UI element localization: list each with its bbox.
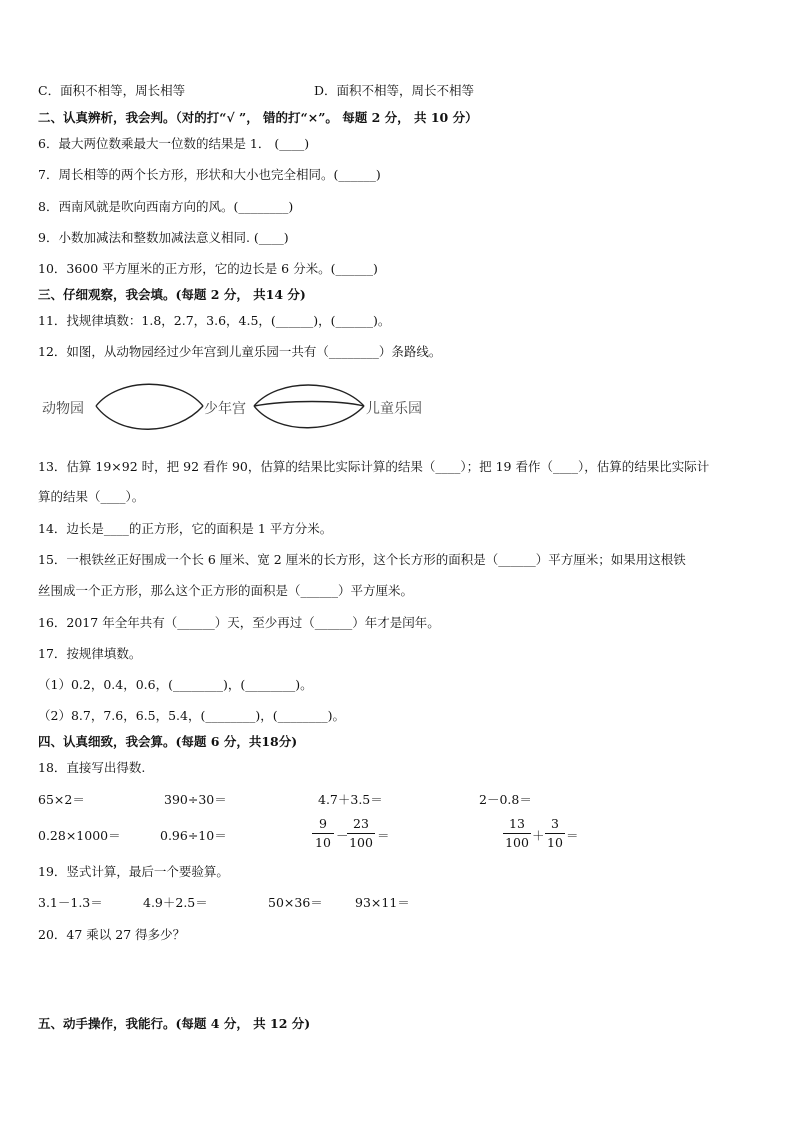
- calc-4.7plus3.5: 4.7＋3.5＝: [318, 792, 383, 807]
- question-13-line-1: 13．估算 19×92 时，把 92 看作 90，估算的结果比实际计算的结果（____）；把 19 看作（____），估算的结果比实际计: [38, 459, 710, 474]
- fraction-denominator: 10: [315, 835, 331, 850]
- question-15-line-1: 15．一根铁丝正好围成一个长 6 厘米、宽 2 厘米的长方形，这个长方形的面积是（______）平方厘米；如果用这根铁: [38, 552, 686, 567]
- label-palace: 少年宫: [204, 401, 246, 417]
- label-zoo: 动物园: [42, 401, 84, 417]
- question-17: 17．按规律填数。: [38, 646, 142, 661]
- calc-3.1minus1.3: 3.1－1.3＝: [38, 895, 103, 910]
- fraction-13-100: [503, 816, 531, 851]
- calc-4.9plus2.5: 4.9＋2.5＝: [143, 895, 208, 910]
- calc-0.96div10: 0.96÷10＝: [160, 828, 227, 843]
- route-diagram: [38, 372, 458, 436]
- question-11: 11．找规律填数：1.8，2.7，3.6，4.5，(______)，(______)。: [38, 313, 391, 328]
- fraction-denominator: 100: [349, 835, 373, 850]
- route-zoo-palace-lower: [96, 406, 203, 429]
- label-park: 儿童乐园: [366, 401, 422, 417]
- calc-390div30: 390÷30＝: [164, 792, 227, 807]
- question-9: 9．小数加减法和整数加减法意义相同. (____): [38, 230, 289, 245]
- question-8: 8．西南风就是吹向西南方向的风。(________): [38, 199, 294, 214]
- fraction-numerator: 9: [312, 816, 334, 834]
- question-7: 7．周长相等的两个长方形，形状和大小也完全相同。(______): [38, 167, 381, 182]
- fraction-numerator: 3: [545, 816, 565, 834]
- fraction-23-100: [347, 816, 375, 851]
- question-15-line-2: 丝围成一个正方形，那么这个正方形的面积是（______）平方厘米。: [38, 583, 414, 598]
- option-d: D．面积不相等，周长不相等: [314, 83, 475, 98]
- fraction-3-10: [545, 816, 565, 851]
- fraction-9-10: [312, 816, 334, 851]
- equals-sign: ＝: [377, 828, 390, 843]
- calc-50x36: 50×36＝: [268, 895, 323, 910]
- route-palace-park-middle: [254, 402, 364, 407]
- question-17-part-1: （1）0.2，0.4，0.6，(________)，(________)。: [38, 677, 313, 692]
- route-zoo-palace-upper: [96, 384, 203, 406]
- fraction-denominator: 10: [547, 835, 563, 850]
- section-5-heading: 五、动手操作，我能行。(每题 4 分， 共 12 分): [38, 1016, 311, 1031]
- calc-65x2: 65×2＝: [38, 792, 85, 807]
- question-17-part-2: （2）8.7，7.6，6.5，5.4，(________)，(________)。: [38, 708, 345, 723]
- question-18: 18．直接写出得数.: [38, 760, 146, 775]
- question-14: 14．边长是____的正方形，它的面积是 1 平方分米。: [38, 521, 333, 536]
- question-6: 6．最大两位数乘最大一位数的结果是 1． (____): [38, 136, 310, 151]
- question-13-line-2: 算的结果（____）。: [38, 489, 145, 504]
- calc-2minus0.8: 2－0.8＝: [479, 792, 532, 807]
- fraction-numerator: 23: [347, 816, 375, 834]
- plus-sign: ＋: [532, 828, 545, 843]
- calc-0.28x1000: 0.28×1000＝: [38, 828, 121, 843]
- calc-93x11: 93×11＝: [355, 895, 410, 910]
- route-palace-park-lower: [254, 406, 364, 428]
- section-2-heading: 二、认真辨析，我会判。（对的打“√ ”， 错的打“×”。 每题 2 分， 共 10 分）: [38, 110, 478, 125]
- question-16: 16．2017 年全年共有（______）天，至少再过（______）年才是闰年。: [38, 615, 440, 630]
- equals-sign: ＝: [566, 828, 579, 843]
- option-c: C．面积不相等，周长相等: [38, 83, 186, 98]
- fraction-denominator: 100: [505, 835, 529, 850]
- minus-sign: －: [336, 828, 349, 843]
- question-12: 12．如图，从动物园经过少年宫到儿童乐园一共有（________）条路线。: [38, 344, 442, 359]
- section-4-heading: 四、认真细致，我会算。(每题 6 分，共18分): [38, 734, 298, 749]
- question-20: 20．47 乘以 27 得多少？: [38, 927, 186, 942]
- question-19: 19．竖式计算，最后一个要验算。: [38, 864, 229, 879]
- fraction-numerator: 13: [503, 816, 531, 834]
- section-3-heading: 三、仔细观察，我会填。(每题 2 分， 共14 分): [38, 287, 306, 302]
- question-10: 10．3600 平方厘米的正方形，它的边长是 6 分米。(______): [38, 261, 378, 276]
